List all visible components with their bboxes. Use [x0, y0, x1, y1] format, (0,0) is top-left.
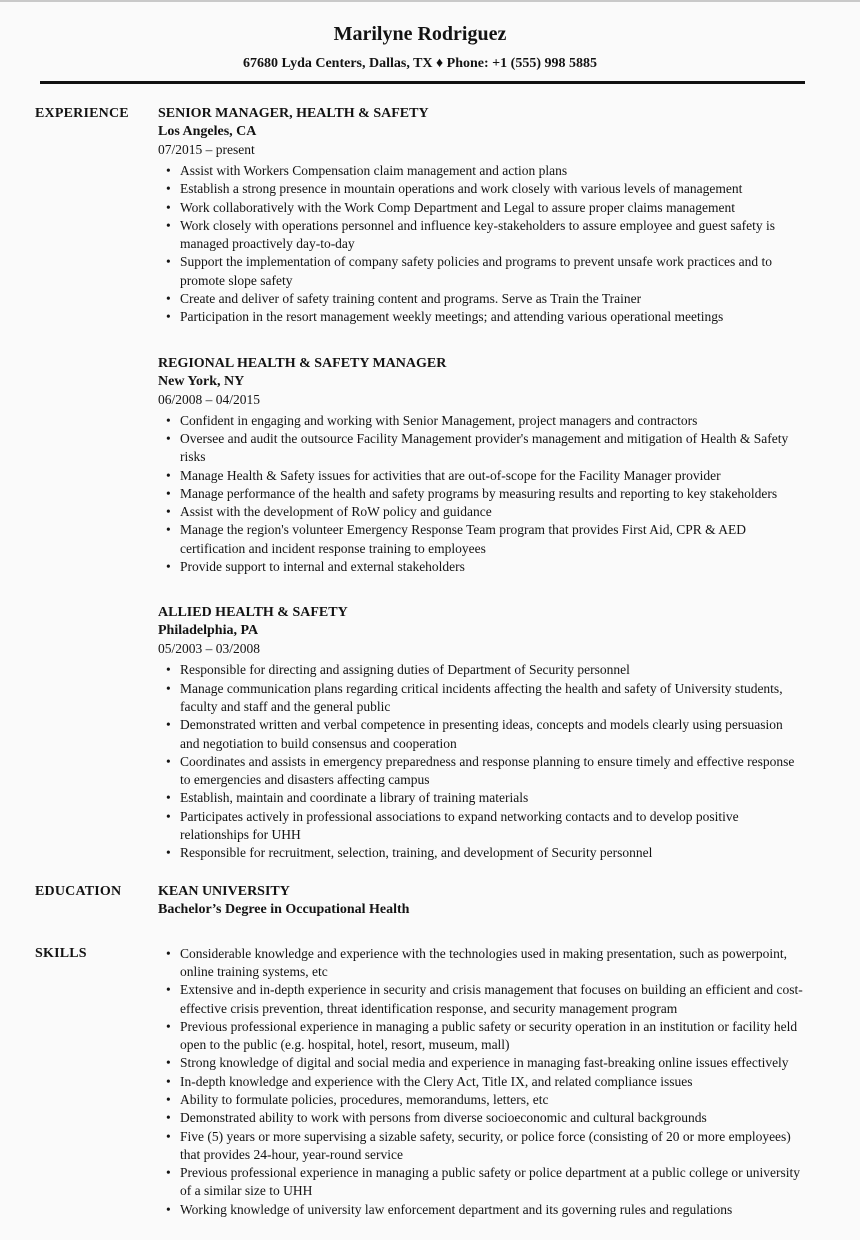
job-dates: 07/2015 – present [158, 142, 255, 157]
bullet-item: • Assist with the development of RoW policy and guidance [158, 503, 805, 521]
candidate-name: Marilyne Rodriguez [333, 23, 507, 45]
education-school: KEAN UNIVERSITY [158, 883, 290, 899]
bullet-item: • Establish, maintain and coordinate a library of training materials [158, 789, 805, 807]
bullet-item: • Support the implementation of company safety policies and programs to prevent unsafe work practices and to promote slope safety [158, 253, 805, 290]
job-entry [158, 604, 805, 862]
bullet-item: • Create and deliver of safety training content and programs. Serve as Train the Trainer [158, 290, 805, 308]
job-bullet-list [158, 661, 805, 862]
bullet-item: • Participation in the resort management weekly meetings; and attending various operational meetings [158, 308, 805, 326]
bullet-item: • Demonstrated written and verbal competence in presenting ideas, concepts and models clearly using persuasion and negotiation to build consensus and cooperation [158, 716, 805, 753]
job-location: New York, NY [158, 373, 245, 389]
skill-item: • Previous professional experience in managing a public safety or security operation in an institution or facility held open to the public (e.g. hospital, hotel, resort, museum, mall) [158, 1018, 805, 1055]
bullet-item: • Oversee and audit the outsource Facility Management provider's management and mitigation of Health & Safety risks [158, 430, 805, 467]
skills-section [35, 945, 805, 1219]
experience-jobs [158, 105, 805, 863]
job-entry [158, 105, 805, 327]
job-title: REGIONAL HEALTH & SAFETY MANAGER [158, 355, 447, 371]
bullet-item: • Manage Health & Safety issues for activities that are out-of-scope for the Facility Manager provider [158, 467, 805, 485]
bullet-item: • Responsible for directing and assigning duties of Department of Security personnel [158, 661, 805, 679]
job-bullet-list [158, 162, 805, 327]
skills-section-label: SKILLS [35, 945, 87, 961]
job-entry [158, 355, 805, 577]
skill-item: • Previous professional experience in managing a public safety or police department at a public college or university of a similar size to UHH [158, 1164, 805, 1201]
skill-item: • Ability to formulate policies, procedures, memorandums, letters, etc [158, 1091, 805, 1109]
skill-item: • Extensive and in-depth experience in security and crisis management that focuses on building an efficient and cost-effective crisis prevention, threat identification response, and security management program [158, 981, 805, 1018]
bullet-item: • Manage communication plans regarding critical incidents affecting the health and safety of University students, faculty and staff and the general public [158, 680, 805, 717]
skill-item: • Considerable knowledge and experience with the technologies used in making presentation, such as powerpoint, online training systems, etc [158, 945, 805, 982]
education-section [35, 883, 805, 919]
education-degree: Bachelor’s Degree in Occupational Health [158, 901, 410, 917]
bullet-item: • Participates actively in professional associations to expand networking contacts and to develop positive relationships for UHH [158, 808, 805, 845]
job-bullet-list [158, 412, 805, 577]
bullet-item: • Coordinates and assists in emergency preparedness and response planning to ensure timely and effective response to emergencies and disasters affecting campus [158, 753, 805, 790]
bullet-item: • Establish a strong presence in mountain operations and work closely with various levels of management [158, 180, 805, 198]
job-location: Philadelphia, PA [158, 623, 259, 639]
contact-line: 67680 Lyda Centers, Dallas, TX ♦ Phone: +1 (555) 998 5885 [243, 56, 597, 71]
bullet-item: • Provide support to internal and external stakeholders [158, 558, 805, 576]
skill-item: • Strong knowledge of digital and social media and experience in managing fast-breaking online issues effectively [158, 1054, 805, 1072]
skill-item: • Working knowledge of university law enforcement department and its governing rules and regulations [158, 1201, 805, 1219]
bullet-item: • Manage the region's volunteer Emergency Response Team program that provides First Aid, CPR & AED certification and incident response training to employees [158, 521, 805, 558]
experience-section-label: EXPERIENCE [35, 106, 129, 121]
skill-item: • Five (5) years or more supervising a sizable safety, security, or police force (consisting of 20 or more employees) that provides 24-hour, year-round service [158, 1128, 805, 1165]
bullet-item: • Work closely with operations personnel and influence key-stakeholders to assure employee and guest safety is managed proactively day-to-day [158, 217, 805, 254]
job-title: ALLIED HEALTH & SAFETY [158, 605, 348, 621]
bullet-item: • Assist with Workers Compensation claim management and action plans [158, 162, 805, 180]
bullet-item: • Work collaboratively with the Work Comp Department and Legal to assure proper claims management [158, 199, 805, 217]
skills-list [158, 945, 805, 1219]
job-dates: 06/2008 – 04/2015 [158, 391, 261, 407]
job-title: SENIOR MANAGER, HEALTH & SAFETY [158, 106, 429, 121]
header-divider [40, 81, 805, 84]
skill-item: • In-depth knowledge and experience with the Clery Act, Title IX, and related compliance issues [158, 1073, 805, 1091]
skill-item: • Demonstrated ability to work with persons from diverse socioeconomic and cultural backgrounds [158, 1109, 805, 1127]
resume-header [35, 22, 805, 84]
job-location: Los Angeles, CA [158, 124, 257, 139]
job-dates: 05/2003 – 03/2008 [158, 641, 261, 657]
bullet-item: • Confident in engaging and working with Senior Management, project managers and contractors [158, 412, 805, 430]
education-content [158, 883, 805, 919]
bullet-item: • Responsible for recruitment, selection, training, and development of Security personnel [158, 844, 805, 862]
bullet-item: • Manage performance of the health and safety programs by measuring results and reporting to key stakeholders [158, 485, 805, 503]
experience-section [35, 105, 805, 863]
education-section-label: EDUCATION [35, 883, 122, 899]
